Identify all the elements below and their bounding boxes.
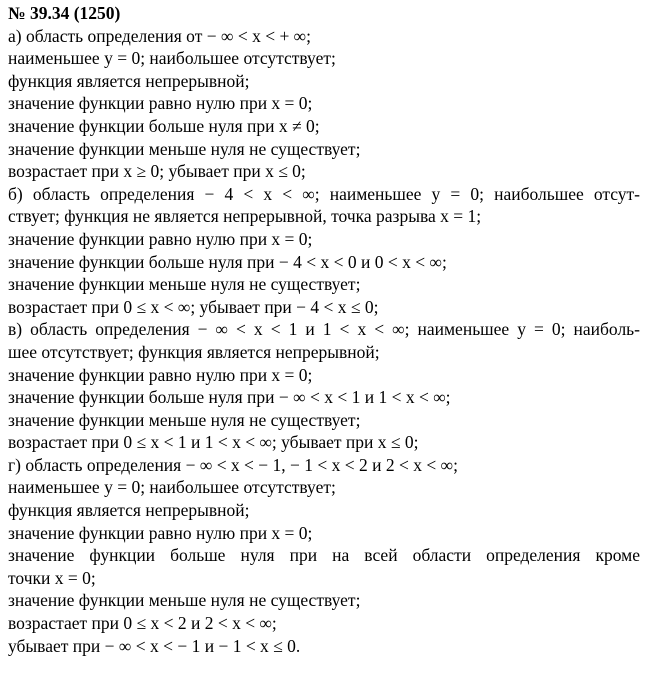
text-line-g-1: г) область определения − ∞ < x < − 1, − 1 < x < 2 и 2 < x < ∞; [8,454,458,475]
text-line-a-2: наименьшее y = 0; наибольшее отсутствует; [8,48,336,69]
text-line-a-7: возрастает при x ≥ 0; убывает при x ≤ 0; [8,161,306,182]
text-line-g-9: убывает при − ∞ < x < − 1 и − 1 < x ≤ 0. [8,635,301,656]
text-line-g-5: значение функции больше нуля при на всей области определения кроме [8,545,640,566]
text-line-b-5: значение функции меньше нуля не существует; [8,274,361,295]
text-line-v-6: возрастает при 0 ≤ x < 1 и 1 < x < ∞; убывает при x ≤ 0; [8,432,419,453]
text-line-a-6: значение функции меньше нуля не существует; [8,138,361,159]
text-line-g-7: значение функции меньше нуля не существует; [8,590,361,611]
text-line-a-4: значение функции равно нулю при x = 0; [8,93,313,114]
text-line-b-1: б) область определения − 4 < x < ∞; наименьшее y = 0; наибольшее отсут- [8,183,640,204]
text-line-g-8: возрастает при 0 ≤ x < 2 и 2 < x < ∞; [8,613,277,634]
text-line-b-4: значение функции больше нуля при − 4 < x < 0 и 0 < x < ∞; [8,251,447,272]
text-line-b-3: значение функции равно нулю при x = 0; [8,228,313,249]
text-line-v-5: значение функции меньше нуля не существует; [8,409,361,430]
text-line-v-2: шее отсутствует; функция является непрерывной; [8,341,380,362]
text-line-g-2: наименьшее y = 0; наибольшее отсутствует; [8,477,336,498]
text-line-a-1: а) область определения от − ∞ < x < + ∞; [8,25,312,46]
text-line-a-3: функция является непрерывной; [8,70,250,91]
problem-number: № 39.34 (1250) [8,3,121,23]
text-line-v-3: значение функции равно нулю при x = 0; [8,364,313,385]
text-line-g-4: значение функции равно нулю при x = 0; [8,522,313,543]
text-line-v-1: в) область определения − ∞ < x < 1 и 1 < x < ∞; наименьшее y = 0; наиболь- [8,319,640,340]
text-line-g-3: функция является непрерывной; [8,500,250,521]
text-line-a-5: значение функции больше нуля при x ≠ 0; [8,115,320,136]
text-line-b-6: возрастает при 0 ≤ x < ∞; убывает при − 4 < x ≤ 0; [8,296,379,317]
text-line-g-6: точки x = 0; [8,567,96,588]
text-line-b-2: ствует; функция не является непрерывной, точка разрыва x = 1; [8,206,482,227]
text-line-v-4: значение функции больше нуля при − ∞ < x < 1 и 1 < x < ∞; [8,387,451,408]
